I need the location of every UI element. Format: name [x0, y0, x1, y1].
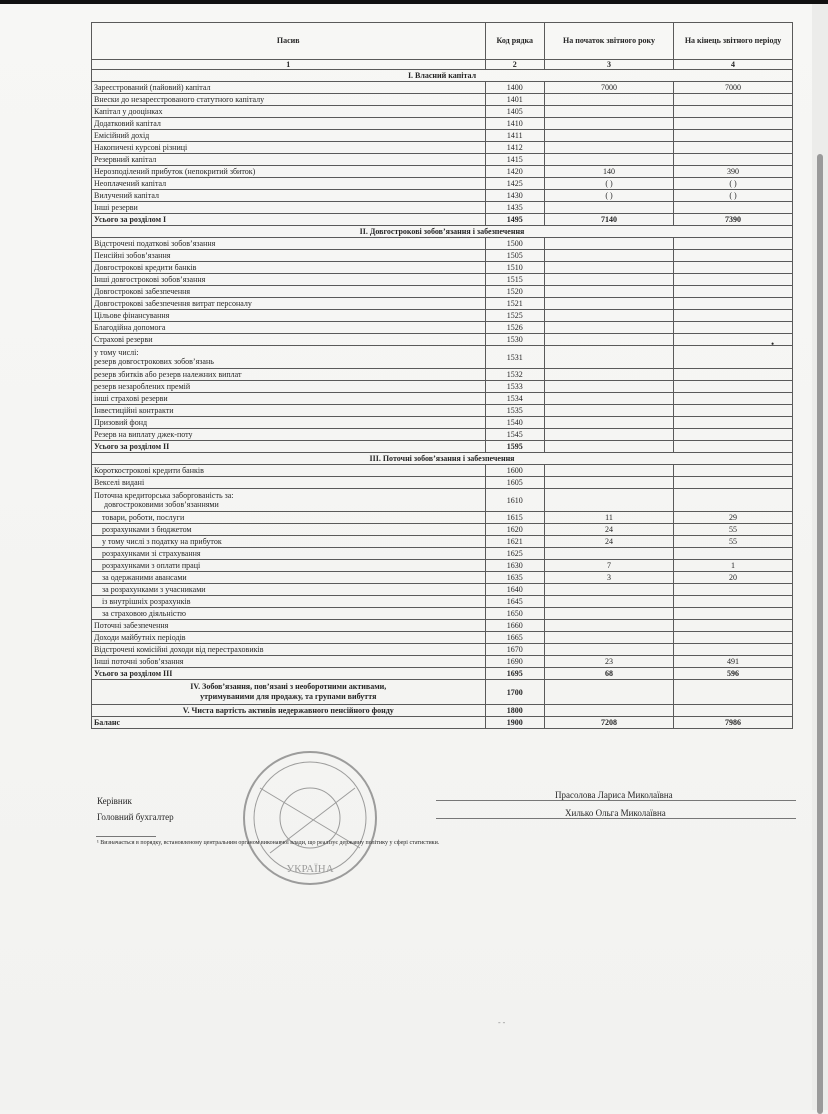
row-name: із внутрішніх розрахунків	[92, 596, 486, 608]
row-code: 1640	[485, 584, 544, 596]
row-start	[544, 441, 673, 453]
row-end	[674, 262, 793, 274]
row-name: Нерозподілений прибуток (непокритий збиток)	[92, 166, 486, 178]
row-code: 1635	[485, 572, 544, 584]
row-end: 29	[674, 512, 793, 524]
row-name-line2: утримуваними для продажу, та групами вибуття	[200, 692, 377, 701]
colnum-4: 4	[674, 60, 793, 70]
row-start	[544, 608, 673, 620]
row-start	[544, 262, 673, 274]
official-stamp	[240, 748, 380, 888]
row-code: 1530	[485, 334, 544, 346]
row-code: 1510	[485, 262, 544, 274]
row-code: 1621	[485, 536, 544, 548]
table-row	[92, 178, 793, 190]
row-name: Поточні забезпечення	[92, 620, 486, 632]
row-code: 1401	[485, 94, 544, 106]
row-start	[544, 680, 673, 705]
row-start	[544, 465, 673, 477]
table-row	[92, 202, 793, 214]
row-start	[544, 142, 673, 154]
row-name: Пенсійні зобов’язання	[92, 250, 486, 262]
row-name: Призовий фонд	[92, 417, 486, 429]
row-name-line2: резерв довгострокових зобов’язань	[94, 357, 214, 366]
row-end: 55	[674, 536, 793, 548]
row-start	[544, 381, 673, 393]
table-row	[92, 417, 793, 429]
table-row	[92, 656, 793, 668]
row-name: Баланс	[92, 717, 486, 729]
row-name: Довгострокові забезпечення	[92, 286, 486, 298]
table-row	[92, 584, 793, 596]
row-start	[544, 322, 673, 334]
row-code: 1650	[485, 608, 544, 620]
row-code: 1415	[485, 154, 544, 166]
row-code: 1625	[485, 548, 544, 560]
row-name: інші страхові резерви	[92, 393, 486, 405]
table-row	[92, 94, 793, 106]
row-name: Резерв на виплату джек-поту	[92, 429, 486, 441]
table-row	[92, 322, 793, 334]
row-name: Емісійний дохід	[92, 130, 486, 142]
row-name: Вилучений капітал	[92, 190, 486, 202]
row-end	[674, 620, 793, 632]
column-numbers	[92, 60, 793, 70]
row-end	[674, 608, 793, 620]
row-code: 1660	[485, 620, 544, 632]
header-start: На початок звітного року	[544, 23, 673, 60]
row-name-line1: у тому числі:	[94, 348, 139, 357]
row-code: 1521	[485, 298, 544, 310]
row-end	[674, 489, 793, 512]
row-start: 7	[544, 560, 673, 572]
row-start: 7140	[544, 214, 673, 226]
row-name: Накопичені курсові різниці	[92, 142, 486, 154]
table-row	[92, 106, 793, 118]
row-name: Резервний капітал	[92, 154, 486, 166]
table-row	[92, 620, 793, 632]
row-name: Цільове фінансування	[92, 310, 486, 322]
row-start: 24	[544, 524, 673, 536]
table-row	[92, 608, 793, 620]
section-title: III. Поточні зобов’язання і забезпечення	[92, 453, 793, 465]
row-end	[674, 334, 793, 346]
row-name: товари, роботи, послуги	[92, 512, 486, 524]
table-row	[92, 548, 793, 560]
table-row	[92, 262, 793, 274]
table-row	[92, 572, 793, 584]
header-name: Пасив	[92, 23, 486, 60]
row-name: Доходи майбутніх періодів	[92, 632, 486, 644]
table-header	[92, 23, 793, 60]
row-code: 1670	[485, 644, 544, 656]
row-code: 1600	[485, 465, 544, 477]
row-end: 491	[674, 656, 793, 668]
row-name: розрахунками зі страхування	[92, 548, 486, 560]
row-end	[674, 405, 793, 417]
row-end	[674, 250, 793, 262]
table-row	[92, 632, 793, 644]
section-heading	[92, 70, 793, 82]
row-end	[674, 584, 793, 596]
table-row	[92, 82, 793, 94]
row-name: розрахунками з бюджетом	[92, 524, 486, 536]
row-end: 390	[674, 166, 793, 178]
accountant-signature-line	[436, 818, 796, 819]
table-row	[92, 489, 793, 512]
row-code: 1405	[485, 106, 544, 118]
table-row	[92, 381, 793, 393]
row-start	[544, 346, 673, 369]
director-label: Керівник	[97, 796, 132, 806]
row-code: 1400	[485, 82, 544, 94]
row-code: 1532	[485, 369, 544, 381]
table-row	[92, 154, 793, 166]
liabilities-table	[91, 22, 793, 729]
row-start	[544, 106, 673, 118]
row-end: 7390	[674, 214, 793, 226]
table-row	[92, 286, 793, 298]
table-row-section-v	[92, 705, 793, 717]
row-name: Зареєстрований (пайовий) капітал	[92, 82, 486, 94]
table-row	[92, 118, 793, 130]
row-end: 596	[674, 668, 793, 680]
header-end: На кінець звітного періоду	[674, 23, 793, 60]
row-name: Інші довгострокові зобов’язання	[92, 274, 486, 286]
row-name: Внески до незареєстрованого статутного капіталу	[92, 94, 486, 106]
stamp-text: УКРАЇНА	[286, 863, 334, 875]
row-code: 1520	[485, 286, 544, 298]
row-end	[674, 238, 793, 250]
row-end	[674, 369, 793, 381]
table-row-total	[92, 214, 793, 226]
row-start	[544, 632, 673, 644]
row-name: Інші поточні зобов’язання	[92, 656, 486, 668]
table-row	[92, 298, 793, 310]
table-row	[92, 644, 793, 656]
row-name: Усього за розділом III	[92, 668, 486, 680]
row-start	[544, 548, 673, 560]
section-title: I. Власний капітал	[92, 70, 793, 82]
row-name	[92, 680, 486, 705]
table-row	[92, 560, 793, 572]
row-name: Інвестиційні контракти	[92, 405, 486, 417]
row-code: 1690	[485, 656, 544, 668]
row-end: 1	[674, 560, 793, 572]
table-row	[92, 512, 793, 524]
director-signature-line	[436, 800, 796, 801]
row-code: 1545	[485, 429, 544, 441]
table-row	[92, 346, 793, 369]
row-start	[544, 94, 673, 106]
director-name: Прасолова Лариса Миколаївна	[555, 790, 673, 800]
row-start: 11	[544, 512, 673, 524]
table-row	[92, 274, 793, 286]
row-code: 1595	[485, 441, 544, 453]
row-code: 1645	[485, 596, 544, 608]
table-row	[92, 190, 793, 202]
row-code: 1630	[485, 560, 544, 572]
row-code: 1665	[485, 632, 544, 644]
row-start: ( )	[544, 190, 673, 202]
row-code: 1526	[485, 322, 544, 334]
row-name: за страховою діяльністю	[92, 608, 486, 620]
row-end	[674, 310, 793, 322]
row-start: 68	[544, 668, 673, 680]
row-end	[674, 705, 793, 717]
row-start	[544, 405, 673, 417]
row-name: розрахунками з оплати праці	[92, 560, 486, 572]
row-end	[674, 596, 793, 608]
row-name: Усього за розділом I	[92, 214, 486, 226]
row-code: 1800	[485, 705, 544, 717]
row-name: Страхові резерви	[92, 334, 486, 346]
table-row	[92, 524, 793, 536]
row-start	[544, 274, 673, 286]
row-end	[674, 477, 793, 489]
row-end	[674, 346, 793, 369]
row-name: Відстрочені податкові зобов’язання	[92, 238, 486, 250]
row-code: 1620	[485, 524, 544, 536]
row-code: 1533	[485, 381, 544, 393]
row-start: 3	[544, 572, 673, 584]
row-start: 23	[544, 656, 673, 668]
row-name	[92, 346, 486, 369]
row-code: 1531	[485, 346, 544, 369]
row-end	[674, 142, 793, 154]
row-code: 1615	[485, 512, 544, 524]
scan-mark: - -	[498, 1018, 506, 1027]
row-start	[544, 286, 673, 298]
table-row	[92, 393, 793, 405]
row-code: 1610	[485, 489, 544, 512]
row-start	[544, 705, 673, 717]
row-end	[674, 106, 793, 118]
section-heading	[92, 226, 793, 238]
row-name: Довгострокові забезпечення витрат персоналу	[92, 298, 486, 310]
row-start	[544, 250, 673, 262]
row-end	[674, 417, 793, 429]
row-start	[544, 334, 673, 346]
row-code: 1411	[485, 130, 544, 142]
row-start	[544, 584, 673, 596]
row-code: 1540	[485, 417, 544, 429]
row-code: 1420	[485, 166, 544, 178]
table-row	[92, 405, 793, 417]
row-name-line1: Поточна кредиторська заборгованість за:	[94, 491, 234, 500]
row-end	[674, 465, 793, 477]
colnum-3: 3	[544, 60, 673, 70]
row-end	[674, 202, 793, 214]
row-end: ( )	[674, 178, 793, 190]
row-code: 1900	[485, 717, 544, 729]
row-end	[674, 298, 793, 310]
row-name: Капітал у дооцінках	[92, 106, 486, 118]
row-code: 1695	[485, 668, 544, 680]
row-end	[674, 429, 793, 441]
row-code: 1515	[485, 274, 544, 286]
row-end	[674, 632, 793, 644]
row-end	[674, 441, 793, 453]
row-end: 55	[674, 524, 793, 536]
row-start: 7000	[544, 82, 673, 94]
table-row-section-iv	[92, 680, 793, 705]
row-start	[544, 429, 673, 441]
row-end	[674, 286, 793, 298]
row-end	[674, 130, 793, 142]
scrollbar-thumb[interactable]	[817, 154, 823, 1114]
row-end	[674, 393, 793, 405]
accountant-name: Хилько Ольга Миколаївна	[565, 808, 666, 818]
table-row	[92, 429, 793, 441]
row-name	[92, 489, 486, 512]
row-end	[674, 644, 793, 656]
table-row	[92, 334, 793, 346]
table-row-total	[92, 441, 793, 453]
row-name: у тому числі з податку на прибуток	[92, 536, 486, 548]
row-start	[544, 118, 673, 130]
row-code: 1425	[485, 178, 544, 190]
row-name: Інші резерви	[92, 202, 486, 214]
row-start	[544, 489, 673, 512]
table-row	[92, 238, 793, 250]
section-title: II. Довгострокові зобов’язання і забезпечення	[92, 226, 793, 238]
row-end	[674, 94, 793, 106]
table-row	[92, 465, 793, 477]
row-name: Усього за розділом II	[92, 441, 486, 453]
row-end	[674, 322, 793, 334]
row-start: ( )	[544, 178, 673, 190]
row-code: 1535	[485, 405, 544, 417]
row-start	[544, 298, 673, 310]
row-name: Неоплачений капітал	[92, 178, 486, 190]
row-name: Благодійна допомога	[92, 322, 486, 334]
table-row	[92, 142, 793, 154]
row-code: 1605	[485, 477, 544, 489]
row-end	[674, 118, 793, 130]
row-start: 7208	[544, 717, 673, 729]
table-row-total	[92, 668, 793, 680]
stray-dot: •	[771, 339, 775, 349]
row-name: Додатковий капітал	[92, 118, 486, 130]
row-code: 1410	[485, 118, 544, 130]
row-start	[544, 477, 673, 489]
table-row-balance	[92, 717, 793, 729]
row-end	[674, 274, 793, 286]
row-end	[674, 680, 793, 705]
row-code: 1700	[485, 680, 544, 705]
accountant-label: Головний бухгалтер	[97, 812, 174, 822]
table-row	[92, 250, 793, 262]
row-start	[544, 620, 673, 632]
table-row	[92, 596, 793, 608]
row-name: за розрахунками з учасниками	[92, 584, 486, 596]
row-start	[544, 130, 673, 142]
table-row	[92, 166, 793, 178]
footnote-rule	[96, 836, 156, 837]
row-code: 1500	[485, 238, 544, 250]
table-row	[92, 310, 793, 322]
row-start	[544, 238, 673, 250]
row-start	[544, 310, 673, 322]
footnote: ¹ Визначається в порядку, встановленому центральним органом виконавчої влади, що реалізує державну політику у сфері статистики.	[97, 840, 440, 846]
table-row	[92, 130, 793, 142]
row-start	[544, 369, 673, 381]
table-row	[92, 536, 793, 548]
section-heading	[92, 453, 793, 465]
row-start	[544, 417, 673, 429]
row-name: V. Чиста вартість активів недержавного пенсійного фонду	[92, 705, 486, 717]
row-name: Відстрочені комісійні доходи від перестраховиків	[92, 644, 486, 656]
row-code: 1412	[485, 142, 544, 154]
row-name: резерв збитків або резерв належних виплат	[92, 369, 486, 381]
row-end	[674, 381, 793, 393]
row-start	[544, 393, 673, 405]
row-name: Векселі видані	[92, 477, 486, 489]
row-end	[674, 154, 793, 166]
row-end: 20	[674, 572, 793, 584]
row-code: 1505	[485, 250, 544, 262]
row-code: 1435	[485, 202, 544, 214]
row-start	[544, 154, 673, 166]
colnum-2: 2	[485, 60, 544, 70]
scrollbar[interactable]	[812, 4, 828, 1110]
row-start: 24	[544, 536, 673, 548]
row-code: 1430	[485, 190, 544, 202]
row-name: Довгострокові кредити банків	[92, 262, 486, 274]
row-end: 7000	[674, 82, 793, 94]
row-start	[544, 644, 673, 656]
colnum-1: 1	[92, 60, 486, 70]
row-start	[544, 596, 673, 608]
row-start: 140	[544, 166, 673, 178]
row-code: 1495	[485, 214, 544, 226]
row-name: Короткострокові кредити банків	[92, 465, 486, 477]
row-code: 1525	[485, 310, 544, 322]
header-code: Код рядка	[485, 23, 544, 60]
row-end: ( )	[674, 190, 793, 202]
table-row	[92, 477, 793, 489]
row-name: резерв незароблених премій	[92, 381, 486, 393]
row-end: 7986	[674, 717, 793, 729]
row-name-line1: IV. Зобов’язання, пов’язані з необоротними активами,	[190, 682, 387, 691]
row-end	[674, 548, 793, 560]
row-start	[544, 202, 673, 214]
row-name: за одержаними авансами	[92, 572, 486, 584]
row-code: 1534	[485, 393, 544, 405]
row-name-line2: довгостроковими зобов’язаннями	[104, 500, 219, 509]
table-row	[92, 369, 793, 381]
